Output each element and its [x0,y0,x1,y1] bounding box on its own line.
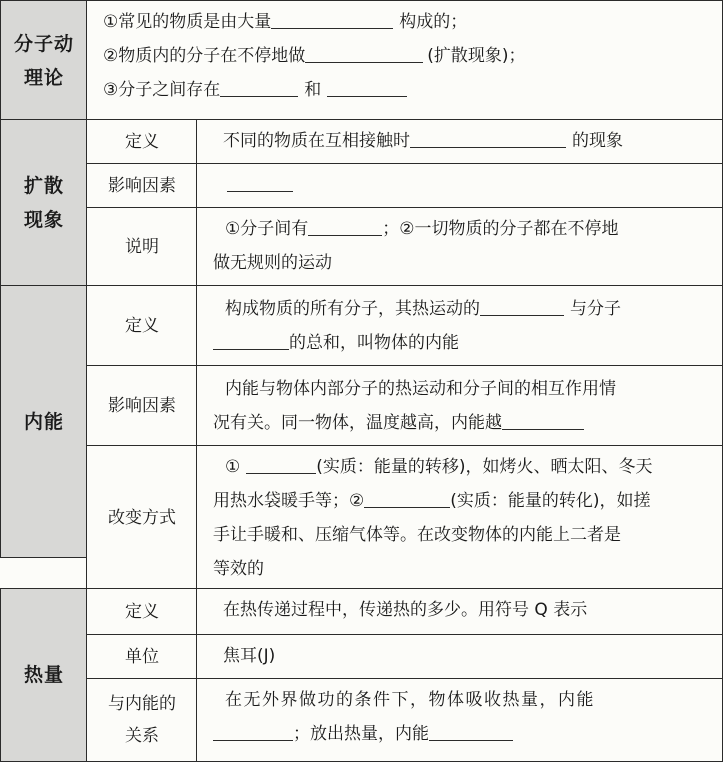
category-label: 内能 [23,410,64,433]
molecular-theory-content [86,0,723,121]
molecular-line-2: ②物质内的分子在不停地做 (扩散现象)； [103,39,712,73]
internal-change: ① (实质：能量的转移)，如烤火、晒太阳、冬天 用热水袋暖手等；② (实质：能量的转化)，如搓 手让手暖和、压缩气体等。在改变物体的内能上二者是 等效的 [196,445,723,590]
diffusion-factors-label: 影响因素 [86,163,198,209]
fill-blank[interactable] [305,40,423,63]
molecular-line-1: ①常见的物质是由大量 构成的； [103,5,712,39]
fill-blank[interactable] [213,327,289,350]
molecular-line-3: ③分子之间存在 和 [103,73,712,107]
category-molecular-theory [0,0,88,121]
category-label: 扩散现象 [23,175,64,231]
diffusion-definition: 不同的物质在互相接触时 的现象 [196,119,723,165]
category-internal-energy [0,285,88,558]
category-heat [0,588,88,762]
diffusion-explain-label: 说明 [86,207,198,287]
fill-blank[interactable] [213,718,293,741]
category-diffusion [0,119,88,287]
fill-blank[interactable] [502,407,584,430]
heat-relation-label: 与内能的 关系 [86,678,198,762]
fill-blank[interactable] [429,718,513,741]
heat-relation: 在无外界做功的条件下，物体吸收热量，内能 ；放出热量，内能 [196,678,723,762]
fill-blank[interactable] [246,451,316,474]
fill-blank[interactable] [480,293,564,316]
internal-definition: 构成物质的所有分子，其热运动的 与分子 的总和，叫物体的内能 [196,285,723,367]
category-label: 分子动理论 [14,32,75,89]
fill-blank[interactable] [308,213,382,236]
fill-blank[interactable] [271,6,393,29]
heat-unit-label: 单位 [86,634,198,680]
diffusion-explain: ①分子间有 ；②一切物质的分子都在不停地 做无规则的运动 [196,207,723,287]
internal-change-label: 改变方式 [86,445,198,590]
fill-blank[interactable] [410,125,566,148]
heat-definition: 在热传递过程中，传递热的多少。用符号 Q 表示 [196,588,723,636]
diffusion-definition-label: 定义 [86,119,198,165]
internal-factors: 内能与物体内部分子的热运动和分子间的相互作用情 况有关。同一物体，温度越高，内能越 [196,365,723,447]
diffusion-factors [196,163,723,209]
internal-factors-label: 影响因素 [86,365,198,447]
category-label: 热量 [23,664,64,686]
fill-blank[interactable] [327,74,407,97]
fill-blank[interactable] [364,485,450,508]
fill-blank[interactable] [220,74,298,97]
fill-blank[interactable] [227,169,293,192]
heat-definition-label: 定义 [86,588,198,636]
heat-unit: 焦耳(J) [196,634,723,680]
internal-definition-label: 定义 [86,285,198,367]
